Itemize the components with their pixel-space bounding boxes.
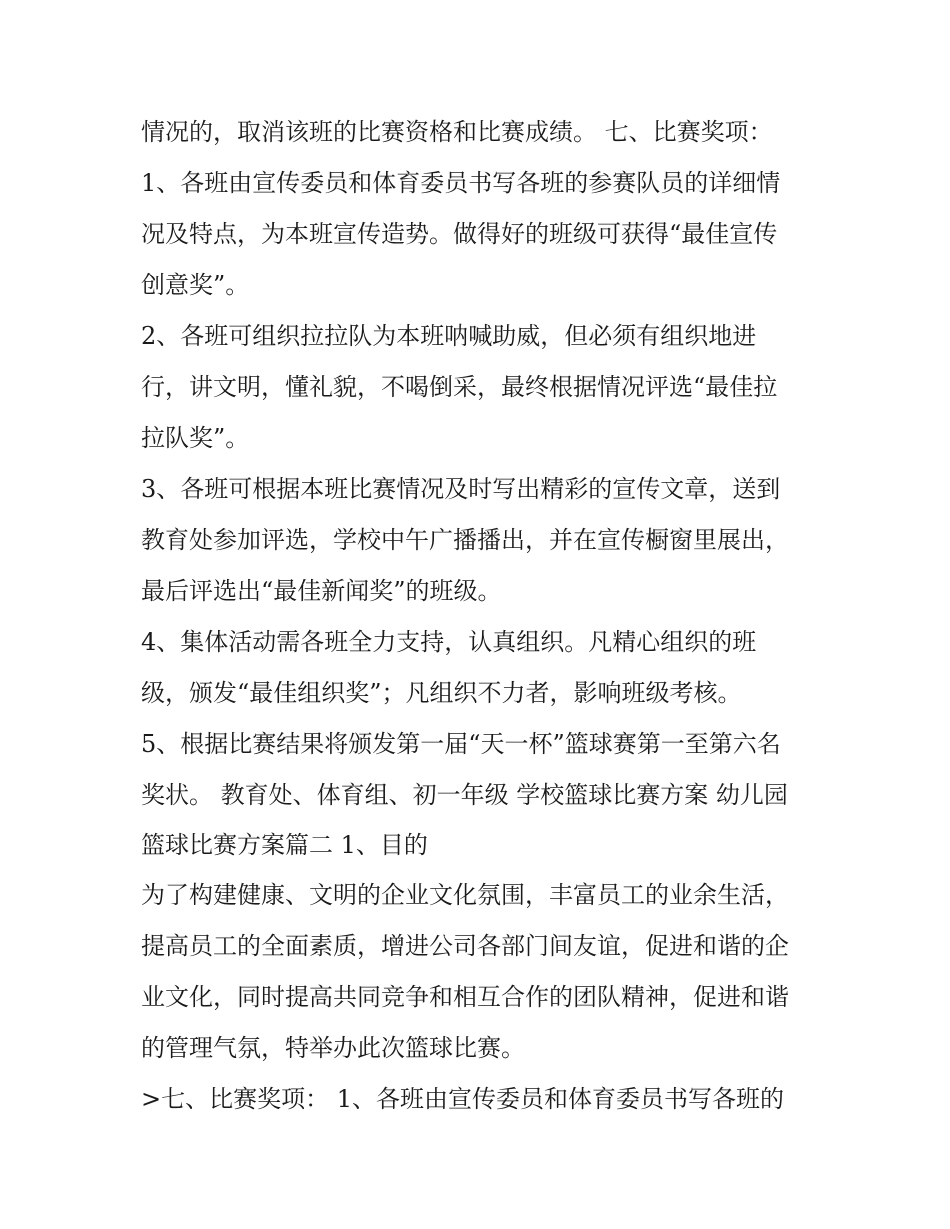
text-line-6: 行，讲文明，懂礼貌，不喝倒采，最终根据情况评选“最佳拉 (141, 373, 778, 401)
text-line-2: 1、各班由宣传委员和体育委员书写各班的参赛队员的详细情 (141, 169, 781, 197)
text-line-4: 创意奖”。 (141, 271, 250, 299)
text-line-19: 的管理气氛，特举办此次篮球比赛。 (141, 1034, 525, 1062)
text-line-10: 最后评选出“最佳新闻奖”的班级。 (141, 577, 502, 605)
text-line-5: 2、各班可组织拉拉队为本班呐喊助威，但必须有组织地进 (141, 322, 757, 350)
text-line-3: 况及特点，为本班宣传造势。做得好的班级可获得“最佳宣传 (141, 220, 778, 248)
text-line-15: 篮球比赛方案篇二 1、目的 (141, 831, 428, 859)
text-line-20: >七、比赛奖项： 1、各班由宣传委员和体育委员书写各班的 (141, 1085, 785, 1113)
text-line-12: 级，颁发“最佳组织奖”；凡组织不力者，影响班级考核。 (141, 679, 742, 707)
text-line-1: 情况的，取消该班的比赛资格和比赛成绩。 七、比赛奖项： (141, 118, 773, 146)
text-line-7: 拉队奖”。 (141, 424, 250, 452)
text-line-11: 4、集体活动需各班全力支持，认真组织。凡精心组织的班 (141, 628, 757, 656)
text-line-8: 3、各班可根据本班比赛情况及时写出精彩的宣传文章，送到 (141, 475, 781, 503)
text-line-17: 提高员工的全面素质，增进公司各部门间友谊，促进和谐的企 (141, 932, 789, 960)
text-line-14: 奖状。 教育处、体育组、初一年级 学校篮球比赛方案 幼儿园 (141, 781, 788, 809)
text-line-9: 教育处参加评选，学校中午广播播出，并在宣传橱窗里展出， (141, 526, 789, 554)
text-line-13: 5、根据比赛结果将颁发第一届“天一杯”篮球赛第一至第六名 (141, 730, 781, 758)
text-line-16: 为了构建健康、文明的企业文化氛围，丰富员工的业余生活， (141, 881, 789, 909)
text-line-18: 业文化，同时提高共同竞争和相互合作的团队精神，促进和谐 (141, 983, 789, 1011)
document-body (141, 107, 841, 1125)
